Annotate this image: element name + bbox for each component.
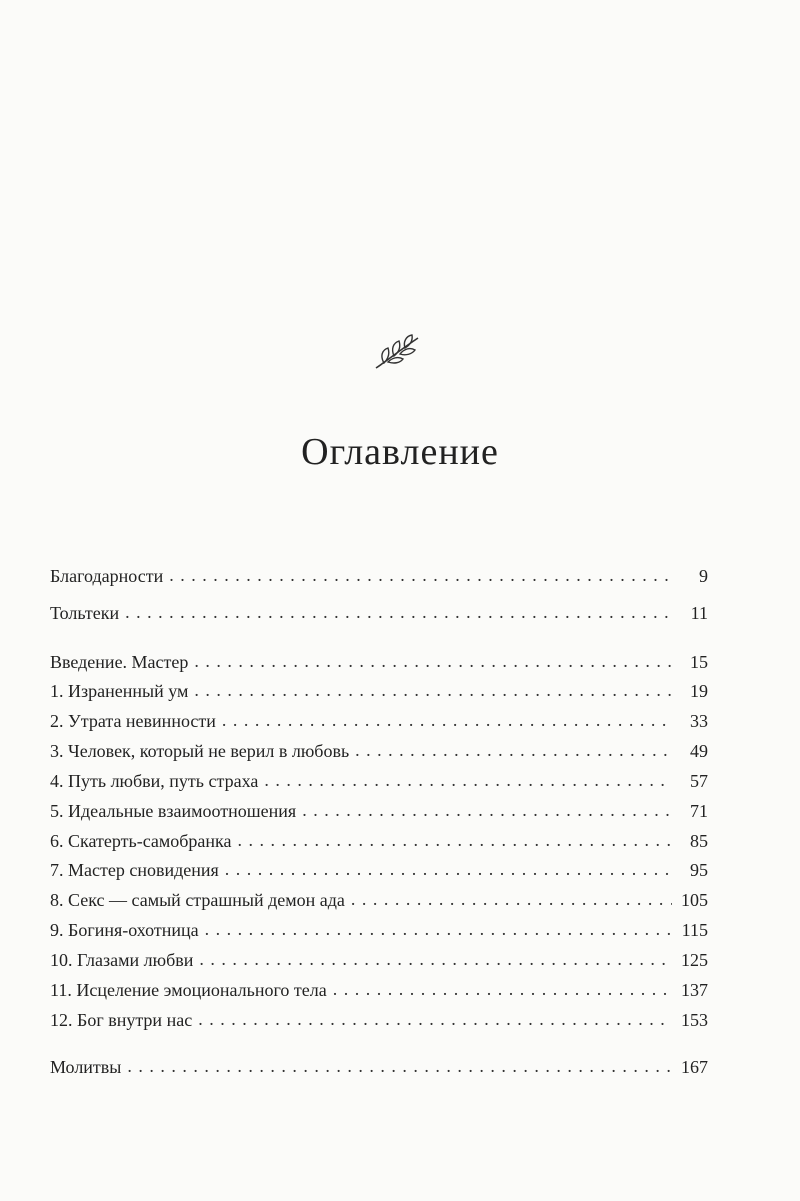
dot-leader bbox=[238, 830, 672, 851]
dot-leader bbox=[302, 800, 672, 821]
toc-entry bbox=[50, 1057, 708, 1078]
toc-entry-label: 8. Секс — самый страшный демон ада bbox=[50, 890, 345, 910]
dot-leader bbox=[264, 770, 672, 791]
toc-entry-label: 9. Богиня-охотница bbox=[50, 920, 199, 940]
toc-entry-label: 4. Путь любви, путь страха bbox=[50, 771, 259, 791]
toc-entry bbox=[50, 801, 708, 822]
toc-entry-page: 49 bbox=[690, 741, 708, 761]
toc-entry-label: Тольтеки bbox=[50, 603, 120, 623]
toc-entry-label: 11. Исцеление эмоционального тела bbox=[50, 980, 327, 1000]
dot-leader bbox=[351, 889, 672, 910]
dot-leader bbox=[125, 602, 672, 623]
toc-entry-label: 2. Утрата невинности bbox=[50, 711, 216, 731]
toc-entry bbox=[50, 741, 708, 762]
toc-entry-page: 11 bbox=[690, 603, 708, 623]
dot-leader bbox=[199, 949, 672, 970]
toc-entry bbox=[50, 771, 708, 792]
dot-leader bbox=[194, 651, 672, 672]
toc-entry-label: 3. Человек, который не верил в любовь bbox=[50, 741, 350, 761]
toc-entry bbox=[50, 950, 708, 971]
toc-entry bbox=[50, 652, 708, 673]
toc-entry-label: 1. Израненный ум bbox=[50, 681, 189, 701]
toc-entry bbox=[50, 831, 708, 852]
dot-leader bbox=[222, 710, 672, 731]
toc-entry-page: 85 bbox=[690, 831, 708, 851]
toc-entry-page: 19 bbox=[690, 681, 708, 701]
dot-leader bbox=[333, 979, 672, 1000]
dot-leader bbox=[205, 919, 672, 940]
toc-entry bbox=[50, 860, 708, 881]
toc-entry-page: 15 bbox=[690, 652, 708, 672]
toc-entry bbox=[50, 920, 708, 941]
toc-entry bbox=[50, 681, 708, 702]
toc-entry-label: 12. Бог внутри нас bbox=[50, 1010, 193, 1030]
dot-leader bbox=[355, 740, 672, 761]
toc-entry-page: 71 bbox=[690, 801, 708, 821]
toc-entry-page: 153 bbox=[681, 1010, 708, 1030]
toc-entry-page: 137 bbox=[681, 980, 708, 1000]
toc-entry-label: 7. Мастер сновидения bbox=[50, 860, 219, 880]
toc-entry bbox=[50, 711, 708, 732]
toc-entry-page: 167 bbox=[681, 1057, 708, 1077]
toc-entry-label: Введение. Мастер bbox=[50, 652, 189, 672]
dot-leader bbox=[225, 859, 672, 880]
toc-entry bbox=[50, 566, 708, 587]
dot-leader bbox=[169, 565, 672, 586]
toc-entry-page: 33 bbox=[690, 711, 708, 731]
toc-entry-page: 105 bbox=[681, 890, 708, 910]
toc-entry-label: Молитвы bbox=[50, 1057, 122, 1077]
toc-entry bbox=[50, 980, 708, 1001]
toc-entry-page: 115 bbox=[681, 920, 708, 940]
dot-leader bbox=[127, 1056, 672, 1077]
toc-entry-label: 6. Скатерть-самобранка bbox=[50, 831, 232, 851]
toc-entry bbox=[50, 1010, 708, 1031]
toc-entry-page: 95 bbox=[690, 860, 708, 880]
dot-leader bbox=[194, 680, 672, 701]
toc-entry-page: 9 bbox=[699, 566, 708, 586]
toc-entry-page: 125 bbox=[681, 950, 708, 970]
toc-entry bbox=[50, 890, 708, 911]
page-title: Оглавление bbox=[301, 431, 499, 473]
toc-entry-label: 5. Идеальные взаимоотношения bbox=[50, 801, 297, 821]
dot-leader bbox=[198, 1009, 672, 1030]
toc-entry bbox=[50, 603, 708, 624]
toc-entry-label: Благодарности bbox=[50, 566, 164, 586]
toc-entry-page: 57 bbox=[690, 771, 708, 791]
toc-entry-label: 10. Глазами любви bbox=[50, 950, 194, 970]
